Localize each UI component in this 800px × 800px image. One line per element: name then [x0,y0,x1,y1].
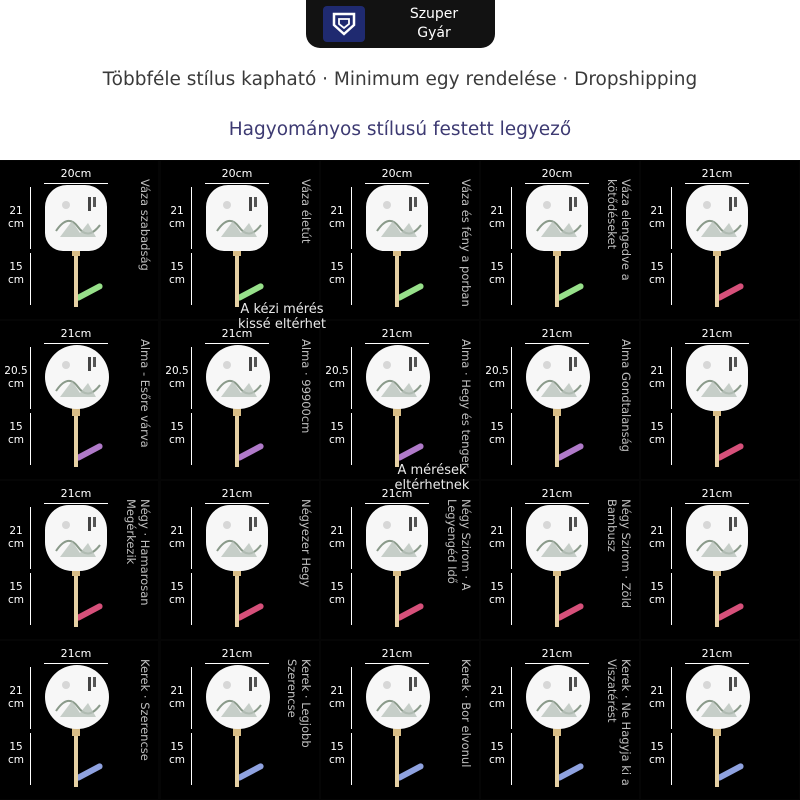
tassel [235,762,264,781]
width-line [365,343,429,344]
tassel [235,602,264,621]
product-card[interactable] [481,481,639,639]
fan-handle [715,729,719,787]
handle-length-dimension: 15 cm [328,741,345,766]
width-line [44,343,108,344]
brand-badge[interactable] [306,0,495,48]
handle-length-line [30,573,31,625]
product-label: Alma · Hegy és tenger [459,339,473,468]
height-line [511,667,512,729]
painting-icon [207,667,269,729]
fan-image [206,505,268,571]
handle-length-dimension: 15 cm [7,421,24,446]
width-line [365,503,429,504]
width-line [365,183,429,184]
width-dimension: 21cm [701,167,733,180]
handle-length-line [191,573,192,625]
height-line [30,187,31,249]
height-line [671,507,672,569]
handle-length-line [351,573,352,625]
product-label: Alma - Esőre várva [138,339,152,448]
height-line [351,507,352,569]
tassel [715,282,744,301]
measurement-note: A mérések eltérhetnek [394,463,470,493]
painting-icon [687,187,749,249]
width-dimension: 21cm [60,647,92,660]
handle-length-dimension: 15 cm [7,581,24,606]
tassel [74,762,103,781]
fan-handle [395,569,399,627]
tassel [715,442,744,461]
fan-image [686,665,750,729]
width-line [205,183,269,184]
tassel [715,762,744,781]
width-line [525,663,589,664]
tassel [395,442,424,461]
handle-length-dimension: 15 cm [7,741,24,766]
handle-length-line [191,253,192,305]
height-line [30,507,31,569]
width-dimension: 21cm [60,487,92,500]
painting-icon [367,187,429,249]
handle-length-line [671,573,672,625]
fan-image [206,345,270,409]
height-line [511,507,512,569]
tassel [555,762,584,781]
fan-handle [235,249,239,307]
handle-length-dimension: 15 cm [648,261,665,286]
tassel [74,282,103,301]
product-label: Kerek · Ne Hagyja ki a Viszatérést [605,659,633,786]
height-line [671,667,672,729]
width-line [44,183,108,184]
height-line [671,187,672,249]
fan-height-dimension: 20.5 cm [4,365,28,390]
width-line [44,503,108,504]
width-line [685,183,749,184]
painting-icon [46,347,108,409]
product-card[interactable] [481,161,639,319]
painting-icon [46,507,108,569]
product-card[interactable] [641,161,799,319]
handle-length-line [191,733,192,785]
handle-length-line [30,253,31,305]
handle-length-dimension: 15 cm [648,741,665,766]
handle-length-line [191,413,192,465]
product-label [755,179,793,315]
width-line [685,343,749,344]
painting-icon [207,187,269,249]
fan-handle [74,569,78,627]
fan-height-dimension: 21 cm [648,685,665,710]
handle-length-line [671,413,672,465]
fan-image [366,345,430,409]
brand-name [389,5,479,43]
painting-icon [527,187,589,249]
painting-icon [367,507,429,569]
painting-icon [527,667,589,729]
fan-image [526,345,590,409]
product-card[interactable] [321,321,479,479]
product-label: Négyezer Hegy [299,499,313,588]
product-card[interactable] [161,641,319,799]
handle-length-dimension: 15 cm [168,261,185,286]
fan-handle [235,729,239,787]
tassel [715,602,744,621]
fan-image [526,185,588,251]
width-line [525,503,589,504]
width-dimension: 20cm [541,167,573,180]
height-line [351,667,352,729]
product-label: Négy Szirom · A Legyengéd Idő [445,499,473,591]
fan-height-dimension: 21 cm [648,525,665,550]
height-line [30,347,31,409]
fan-height-dimension: 21 cm [168,205,185,230]
product-label [755,659,793,795]
handle-length-dimension: 15 cm [488,581,505,606]
fan-height-dimension: 21 cm [488,685,505,710]
width-dimension: 21cm [221,647,253,660]
product-card[interactable] [481,641,639,799]
height-line [511,347,512,409]
width-dimension: 21cm [701,327,733,340]
fan-height-dimension: 21 cm [648,205,665,230]
headline: Hagyományos stílusú festett legyező [228,119,572,140]
measurement-note: A kézi mérés kissé eltérhet [238,302,326,332]
brand-name-line1: Szuper [409,6,459,22]
product-label: Váza szabadság [138,179,152,271]
width-dimension: 20cm [381,167,413,180]
handle-length-dimension: 15 cm [168,741,185,766]
fan-image [206,665,270,729]
painting-icon [687,667,749,729]
fan-handle [715,569,719,627]
width-line [685,663,749,664]
handle-length-dimension: 15 cm [488,741,505,766]
fan-image [206,185,268,251]
fan-height-dimension: 21 cm [7,205,24,230]
fan-image [45,185,107,251]
handle-length-line [511,733,512,785]
painting-icon [46,667,108,729]
tassel [555,282,584,301]
fan-handle [715,409,719,467]
tassel [235,442,264,461]
width-dimension: 21cm [221,487,253,500]
handle-length-dimension: 15 cm [7,261,24,286]
fan-image [526,665,590,729]
product-label: Váza elengedve a kötődéseket [605,179,633,281]
handle-length-line [351,733,352,785]
fan-height-dimension: 20.5 cm [325,365,349,390]
height-line [351,187,352,249]
painting-icon [527,507,589,569]
handle-length-dimension: 15 cm [168,421,185,446]
handle-length-dimension: 15 cm [648,421,665,446]
width-dimension: 21cm [701,647,733,660]
product-label: Váza életút [299,179,313,244]
handle-length-line [30,413,31,465]
fan-height-dimension: 21 cm [648,365,665,390]
fan-image [366,665,430,729]
fan-handle [74,249,78,307]
handle-length-line [351,253,352,305]
fan-height-dimension: 21 cm [328,525,345,550]
fan-height-dimension: 20.5 cm [485,365,509,390]
fan-handle [395,729,399,787]
product-label: Kerek · Bor elvonul [459,659,473,768]
shield-check-logo-icon [323,6,365,42]
fan-handle [555,249,559,307]
product-label: Négy Szirom · Zöld Bambusz [605,499,633,609]
fan-image [45,665,109,729]
product-card[interactable] [0,161,158,319]
tassel [74,602,103,621]
fan-height-dimension: 21 cm [328,685,345,710]
handle-length-dimension: 15 cm [328,421,345,446]
width-dimension: 21cm [541,487,573,500]
fan-handle [395,249,399,307]
handle-length-dimension: 15 cm [328,581,345,606]
product-card[interactable] [161,321,319,479]
width-line [685,503,749,504]
product-card[interactable] [0,481,158,639]
product-card[interactable] [641,481,799,639]
fan-handle [555,569,559,627]
fan-image [686,185,748,251]
width-line [44,663,108,664]
handle-length-line [511,413,512,465]
product-card[interactable] [641,321,799,479]
handle-length-dimension: 15 cm [488,421,505,446]
width-dimension: 21cm [381,647,413,660]
fan-handle [715,249,719,307]
tassel [555,602,584,621]
height-line [30,667,31,729]
fan-height-dimension: 21 cm [7,685,24,710]
width-dimension: 21cm [541,647,573,660]
fan-image [686,505,748,571]
width-line [525,343,589,344]
product-card[interactable] [161,481,319,639]
painting-icon [46,187,108,249]
width-dimension: 21cm [60,327,92,340]
handle-length-line [671,733,672,785]
fan-handle [555,729,559,787]
painting-icon [207,507,269,569]
product-label [755,339,793,475]
brand-name-line2: Gyár [417,25,451,41]
height-line [671,347,672,409]
product-label: Négy · Hamarosan Megérkezik [124,499,152,606]
fan-height-dimension: 21 cm [7,525,24,550]
handle-length-line [351,413,352,465]
fan-image [45,345,109,409]
width-dimension: 21cm [541,327,573,340]
painting-icon [207,347,269,409]
width-dimension: 20cm [221,167,253,180]
product-label: Kerek · Szerencse [138,659,152,761]
product-label: Kerek · Legjobb Szerencse [285,659,313,748]
height-line [351,347,352,409]
tassel [395,282,424,301]
product-card[interactable] [321,161,479,319]
width-line [205,663,269,664]
handle-length-line [671,253,672,305]
painting-icon [687,347,749,409]
handle-length-dimension: 15 cm [328,261,345,286]
fan-height-dimension: 21 cm [168,685,185,710]
handle-length-line [30,733,31,785]
painting-icon [527,347,589,409]
fan-image [526,505,588,571]
width-dimension: 21cm [381,487,413,500]
width-line [205,343,269,344]
painting-icon [367,347,429,409]
width-dimension: 20cm [60,167,92,180]
width-line [365,663,429,664]
product-card[interactable] [321,481,479,639]
fan-image [366,185,428,251]
fan-handle [235,569,239,627]
tassel [395,602,424,621]
width-line [525,183,589,184]
fan-height-dimension: 21 cm [488,525,505,550]
width-dimension: 21cm [381,327,413,340]
handle-length-line [511,253,512,305]
fan-handle [555,409,559,467]
width-line [205,503,269,504]
fan-height-dimension: 21 cm [488,205,505,230]
fan-image [366,505,428,571]
handle-length-dimension: 15 cm [648,581,665,606]
product-label: Alma Gondtalanság [619,339,633,452]
fan-height-dimension: 21 cm [168,525,185,550]
product-card[interactable] [0,321,158,479]
tassel [395,762,424,781]
fan-handle [395,409,399,467]
product-card[interactable] [481,321,639,479]
product-label [755,499,793,635]
fan-height-dimension: 20.5 cm [165,365,189,390]
fan-image [686,345,748,411]
painting-icon [367,667,429,729]
handle-length-dimension: 15 cm [168,581,185,606]
painting-icon [687,507,749,569]
handle-length-line [511,573,512,625]
tassel [555,442,584,461]
handle-length-dimension: 15 cm [488,261,505,286]
fan-handle [74,409,78,467]
tassel [74,442,103,461]
width-dimension: 21cm [221,327,253,340]
product-card[interactable] [0,641,158,799]
product-card[interactable] [321,641,479,799]
tagline: Többféle stílus kapható · Minimum egy rendelése · Dropshipping [102,69,698,90]
fan-image [45,505,107,571]
height-line [511,187,512,249]
product-label: Váza és fény a porban [459,179,473,307]
height-line [191,187,192,249]
height-line [191,667,192,729]
height-line [191,347,192,409]
tassel [235,282,264,301]
product-card[interactable] [641,641,799,799]
fan-height-dimension: 21 cm [328,205,345,230]
height-line [191,507,192,569]
fan-handle [235,409,239,467]
product-label: Alma · 99900cm [299,339,313,434]
width-dimension: 21cm [701,487,733,500]
product-card[interactable] [161,161,319,319]
fan-handle [74,729,78,787]
